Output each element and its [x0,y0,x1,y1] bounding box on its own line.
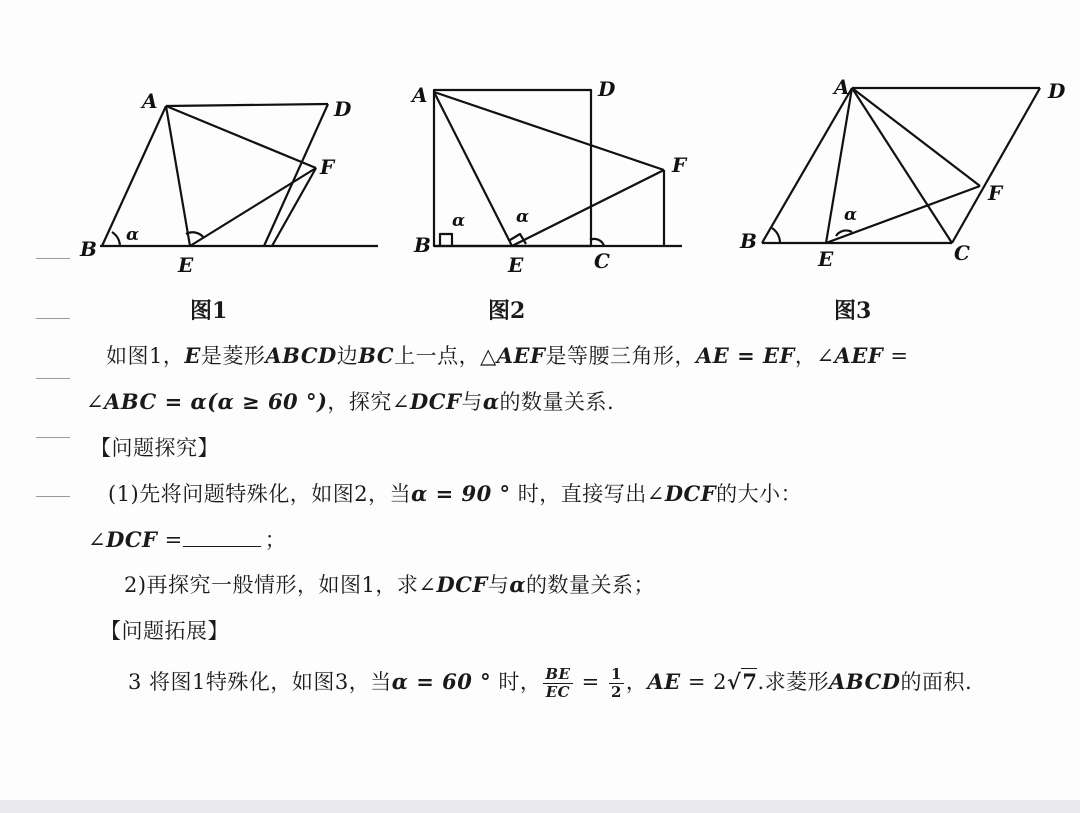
question-3: 3 将图1特殊化，如图3，当α = 60 ° 时， $\frac{BE}{EC}$ = $\frac{1}{2}$ ，AE = 2√7.求菱形ABCD的面积. [128,665,973,701]
section-heading-extend: 【问题拓展】 [100,619,229,643]
bottom-scroll-bar[interactable] [0,800,1080,813]
fig3-label-alpha: α [844,205,858,225]
fig3-label-C: C [954,241,970,265]
fig3-label-B: B [740,229,757,253]
fig1-label-E: E [178,253,194,277]
fig3-label-D: D [1048,79,1066,103]
sqrt-seven: √7 [727,669,758,694]
problem-intro-line-2: ∠ABC = α(α ≥ 60 °)，探究∠DCF与α的数量关系. [86,389,615,414]
question-2: 2)再探究一般情形，如图1，求∠DCF与α的数量关系； [124,572,656,597]
margin-rule [36,378,70,379]
section-heading-explore: 【问题探究】 [90,436,219,460]
problem-intro-line-1: 如图1，E是菱形ABCD边BC上一点，△AEF是等腰三角形，AE = EF，∠AEF = [106,343,909,368]
fig3-label-E: E [818,247,834,271]
figure-3-caption: 图3 [834,298,872,324]
geometry-figures [0,0,1080,330]
fig1-label-D: D [334,97,352,121]
fraction-be-ec: $\frac{BE}{EC}$ [545,665,571,701]
fig1-label-F: F [320,155,335,179]
answer-blank[interactable] [183,528,261,547]
fig3-label-F: F [988,181,1003,205]
margin-rule [36,437,70,438]
question-1-answer-line: ∠DCF = ； [88,527,287,552]
figure-1-caption: 图1 [190,298,228,324]
fig2-label-B: B [414,233,431,257]
fig2-label-E: E [508,253,524,277]
fig2-label-alpha-e: α [516,207,530,227]
fig2-label-A: A [412,83,428,107]
figure-3-diagram [762,88,1040,243]
fig2-label-D: D [598,77,616,101]
fig3-label-A: A [834,75,850,99]
figure-2-caption: 图2 [488,298,526,324]
fraction-one-half: $\frac{1}{2}$ [610,665,622,701]
question-1: (1)先将问题特殊化，如图2，当α = 90 ° 时，直接写出∠DCF的大小： [108,481,803,506]
fig1-label-alpha: α [126,225,140,245]
fig1-label-A: A [142,89,158,113]
fig2-label-F: F [672,153,687,177]
fig2-label-C: C [594,249,610,273]
figure-1-diagram [100,104,378,246]
fig2-label-alpha-b: α [452,211,466,231]
margin-rule [36,496,70,497]
figure-2-diagram [434,90,682,246]
fig1-label-B: B [80,237,97,261]
